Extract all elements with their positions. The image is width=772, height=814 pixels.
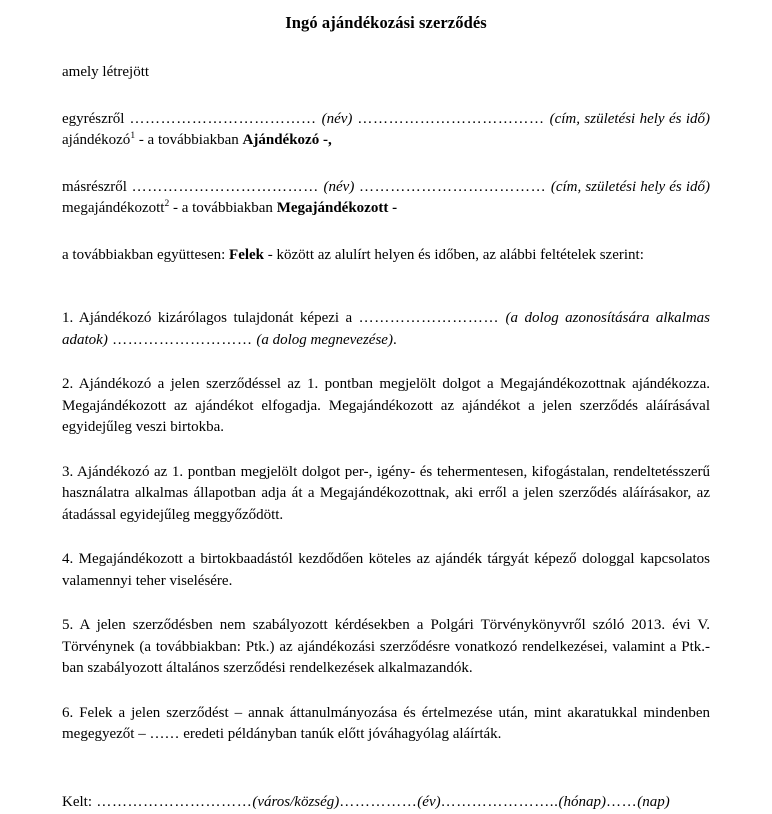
party-two-name-hint: (név) — [323, 178, 355, 195]
clause-6-text: Felek a jelen szerződést – annak áttanulmányozása és értelmezése után, mint akaratukkal mindenben megegyezőt – …… eredeti példányban tanúk előtt jóváhagyólag aláírták. — [62, 704, 710, 742]
clause-5-text: A jelen szerződésben nem szabályozott kérdésekben a Polgári Törvénykönyvről szóló 2013. évi V. Törvénynek (a továbbiakban: Ptk.) az ajándékozási szerződésre vonatkozó rendelkezései, valamint a Ptk.-ban szabályozott általános szerződési rendelkezések alkalmazandók. — [62, 617, 710, 676]
party-two-address-fill: ……………………………… — [354, 178, 551, 195]
party-two-name-fill: ……………………………… — [126, 178, 324, 195]
joint-definition-paragraph — [62, 245, 710, 267]
intro-text: amely létrejött — [62, 64, 150, 80]
clause-4-number: 4. — [62, 551, 74, 567]
clause-4-text: Megajándékozott a birtokbaadástól kezdődően köteles az ajándék tárgyát képező dologgal kapcsolatos valamennyi teher viselésére. — [62, 551, 710, 589]
intro-paragraph — [62, 62, 710, 84]
party-two-address-hint-cont: születési hely és idő) — [585, 178, 710, 195]
city-fill: ………………………… — [92, 793, 253, 810]
year-hint: (év) — [417, 793, 441, 810]
party-two-defined-term: Megajándékozott - — [276, 200, 398, 216]
clause-1-text-2: . — [392, 331, 397, 348]
month-fill: ………………….. — [440, 793, 559, 810]
party-one-role: ajándékozó — [62, 132, 131, 148]
clause-3 — [62, 462, 710, 527]
joint-definition-prefix: a továbbiakban együttesen: — [62, 246, 230, 263]
party-two-label: másrészről — [62, 178, 127, 195]
year-fill: …………… — [339, 793, 418, 810]
party-two-connector: - a továbbiakban — [169, 200, 277, 216]
clause-2-number: 2. — [62, 376, 74, 392]
clause-6 — [62, 703, 710, 746]
party-two-paragraph — [62, 177, 710, 220]
day-fill: …… — [606, 793, 638, 810]
party-one-address-fill: ……………………………… — [352, 110, 550, 127]
party-one-defined-term: Ajándékozó -, — [242, 132, 332, 148]
party-two-address-hint-open: (cím, — [550, 178, 582, 195]
date-line — [62, 792, 710, 814]
party-one-address-hint-open: (cím, — [549, 110, 580, 127]
party-one-label: egyrészről — [62, 110, 125, 127]
party-one-address-hint-cont: születési hely és idő) — [584, 110, 710, 127]
clause-3-text: Ajándékozó az 1. pontban megjelölt dolgot per-, igény- és tehermentesen, kifogástalan, rendeltetésszerű használatra alkalmas állapotban adja át a Megajándékozottnak, aki erről a jelen szerződés aláírásakor, az átadással egyidejűleg meggyőződött. — [62, 463, 710, 523]
party-one-name-fill: ……………………………… — [124, 110, 322, 127]
clause-2 — [62, 374, 710, 439]
clause-1-text-1: Ajándékozó kizárólagos tulajdonát képezi a — [73, 310, 359, 326]
joint-definition-suffix: - között az alulírt helyen és időben, az alábbi feltételek szerint: — [264, 246, 644, 263]
clause-1-italic-2: (a dolog megnevezése) — [252, 331, 393, 348]
day-hint: (nap) — [637, 793, 670, 810]
page-title: Ingó ajándékozási szerződés — [285, 13, 487, 32]
clause-1 — [62, 308, 710, 351]
clause-5 — [62, 615, 710, 680]
clause-3-number: 3. — [62, 463, 74, 480]
clause-1-number: 1. — [62, 310, 74, 326]
footnote-marker-2: 2 — [164, 199, 170, 209]
clause-1-fill-1: ……………………… — [358, 310, 500, 326]
party-two-role: megajándékozott — [62, 200, 165, 216]
party-one-paragraph — [62, 109, 710, 152]
clause-1-italic-1: (a dolog azonosítására alkalmas adatok) — [62, 310, 710, 348]
clause-5-number: 5. — [62, 617, 74, 633]
date-label: Kelt: — [62, 793, 92, 810]
clause-6-number: 6. — [62, 704, 74, 721]
document-body — [62, 0, 710, 813]
clause-1-fill-2: ……………………… — [107, 331, 253, 348]
footnote-marker-1: 1 — [130, 131, 136, 141]
month-hint: (hónap) — [558, 793, 607, 810]
joint-definition-term: Felek — [229, 246, 265, 263]
clause-4 — [62, 549, 710, 592]
city-hint: (város/község) — [252, 793, 340, 810]
party-one-name-hint: (név) — [321, 110, 353, 127]
party-one-connector: - a továbbiakban — [135, 132, 243, 148]
clause-2-text: Ajándékozó a jelen szerződéssel az 1. pontban megjelölt dolgot a Megajándékozottnak ajándékozza. Megajándékozott az ajándékot elfogadja. Megajándékozott az ajándékot a jelen szerződés aláírásával egyidejűleg veszi birtokba. — [62, 376, 710, 435]
